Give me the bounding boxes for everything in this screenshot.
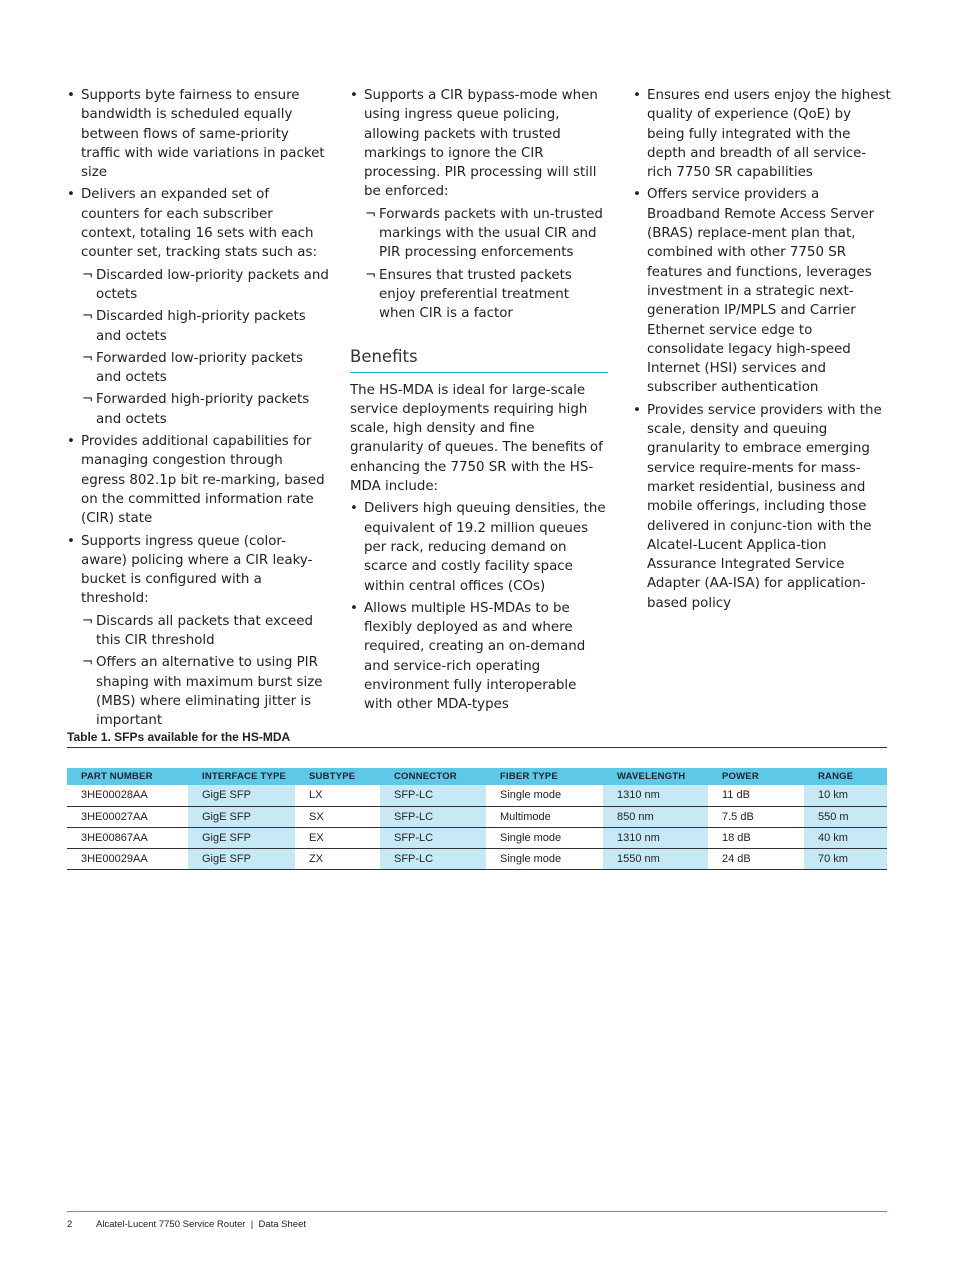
table-row [67, 785, 887, 806]
text-column-3 [633, 86, 891, 616]
table-cell: GigE SFP [188, 806, 295, 827]
page-number: 2 [67, 1219, 73, 1230]
column-header: RANGE [804, 768, 887, 785]
table-cell: Single mode [486, 785, 603, 806]
sub-bullet-item: ¬ Discards all packets that exceed this CIR threshold [67, 612, 329, 651]
table-cell: ZX [295, 848, 380, 869]
table-cell: LX [295, 785, 380, 806]
table-cell: SFP-LC [380, 827, 486, 848]
column-header: INTERFACE TYPE [188, 768, 295, 785]
table-cell: SFP-LC [380, 785, 486, 806]
table-title: Table 1. SFPs available for the HS-MDA [67, 730, 887, 748]
table-cell: 850 nm [603, 806, 708, 827]
benefits-intro: The HS-MDA is ideal for large-scale service deployments requiring high scale, high density and fine granularity of queues. The benefits of enhancing the 7750 SR with the HS-MDA include: [350, 382, 603, 495]
table-cell: Single mode [486, 848, 603, 869]
table-cell: 3HE00029AA [67, 848, 188, 869]
sub-bullet-item: ¬ Discarded low-priority packets and octets [67, 266, 329, 305]
bullet-item: • Allows multiple HS-MDAs to be flexibly deployed as and where required, creating an on-demand and service-rich operating environment fully interoperable with other MDA-types [350, 599, 608, 715]
bullet-item: • Provides service providers with the scale, density and queuing granularity to embrace emerging service require-ments for mass-market residential, business and mobile offerings, including those delivered in conjunc-tion with the Alcatel-Lucent Applica-tion Assurance Integrated Service Adapter (AA-ISA) for application-based policy [633, 401, 891, 613]
column-header: FIBER TYPE [486, 768, 603, 785]
table-cell: 550 m [804, 806, 887, 827]
bullet-item: • Delivers high queuing densities, the equivalent of 19.2 million queues per rack, reducing demand on scarce and costly facility space within central offices (COs) [350, 499, 608, 595]
table-cell: 1310 nm [603, 785, 708, 806]
column-header: WAVELENGTH [603, 768, 708, 785]
table-row [67, 848, 887, 869]
column-header: CONNECTOR [380, 768, 486, 785]
section-heading-benefits: Benefits [350, 346, 608, 373]
table-cell: 1310 nm [603, 827, 708, 848]
sfp-table [67, 768, 887, 870]
column-header: PART NUMBER [67, 768, 188, 785]
table-cell: 11 dB [708, 785, 804, 806]
sub-bullet-item: ¬ Forwarded high-priority packets and octets [67, 390, 329, 429]
text-column-2 [350, 86, 608, 718]
table-cell: 70 km [804, 848, 887, 869]
bullet-item: • Delivers an expanded set of counters for each subscriber context, totaling 16 sets with each counter set, tracking stats such as: [67, 185, 329, 262]
bullet-item: • Supports byte fairness to ensure bandwidth is scheduled equally between flows of same-priority traffic with wide variations in packet size [67, 86, 329, 182]
bullet-item: • Supports a CIR bypass-mode when using ingress queue policing, allowing packets with trusted markings to ignore the CIR processing. PIR processing will still be enforced: [350, 86, 608, 202]
table-cell: SFP-LC [380, 806, 486, 827]
table-cell: Single mode [486, 827, 603, 848]
bullet-item: • Offers service providers a Broadband Remote Access Server (BRAS) replace-ment plan that, combined with other 7750 SR features and functions, leverages investment in a strategic next-generation IP/MPLS and Carrier Ethernet service edge to consolidate legacy high-speed Internet (HSI) services and subscriber authentication [633, 185, 891, 397]
table-cell: 3HE00867AA [67, 827, 188, 848]
table-row [67, 806, 887, 827]
table-cell: 10 km [804, 785, 887, 806]
column-header: SUBTYPE [295, 768, 380, 785]
table-cell: SX [295, 806, 380, 827]
table-cell: 7.5 dB [708, 806, 804, 827]
table-cell: GigE SFP [188, 785, 295, 806]
table-cell: 1550 nm [603, 848, 708, 869]
table-cell: SFP-LC [380, 848, 486, 869]
column-header: POWER [708, 768, 804, 785]
table-row [67, 827, 887, 848]
sub-bullet-item: ¬ Ensures that trusted packets enjoy preferential treatment when CIR is a factor [350, 266, 608, 324]
text-column-1 [67, 86, 329, 734]
page-footer [67, 1219, 306, 1230]
table-header-row [67, 768, 887, 785]
sub-bullet-item: ¬ Forwarded low-priority packets and octets [67, 349, 329, 388]
sub-bullet-item: ¬ Discarded high-priority packets and octets [67, 307, 329, 346]
footer-text: Alcatel-Lucent 7750 Service Router | Data Sheet [96, 1219, 307, 1230]
sub-bullet-item: ¬ Forwards packets with un-trusted markings with the usual CIR and PIR processing enforcements [350, 205, 608, 263]
table-cell: 18 dB [708, 827, 804, 848]
table-cell: Multimode [486, 806, 603, 827]
bullet-item: • Supports ingress queue (color-aware) policing where a CIR leaky-bucket is configured with a threshold: [67, 532, 329, 609]
table-cell: 40 km [804, 827, 887, 848]
table-cell: 3HE00027AA [67, 806, 188, 827]
bullet-item: • Ensures end users enjoy the highest quality of experience (QoE) by being fully integrated with the depth and breadth of all service-rich 7750 SR capabilities [633, 86, 891, 182]
table-cell: GigE SFP [188, 827, 295, 848]
footer-divider [67, 1211, 887, 1212]
table-cell: 3HE00028AA [67, 785, 188, 806]
sub-bullet-item: ¬ Offers an alternative to using PIR shaping with maximum burst size (MBS) where eliminating jitter is important [67, 653, 329, 730]
table-cell: GigE SFP [188, 848, 295, 869]
table-cell: EX [295, 827, 380, 848]
table-cell: 24 dB [708, 848, 804, 869]
bullet-item: • Provides additional capabilities for managing congestion through egress 802.1p bit re-marking, based on the committed information rate (CIR) state [67, 432, 329, 528]
